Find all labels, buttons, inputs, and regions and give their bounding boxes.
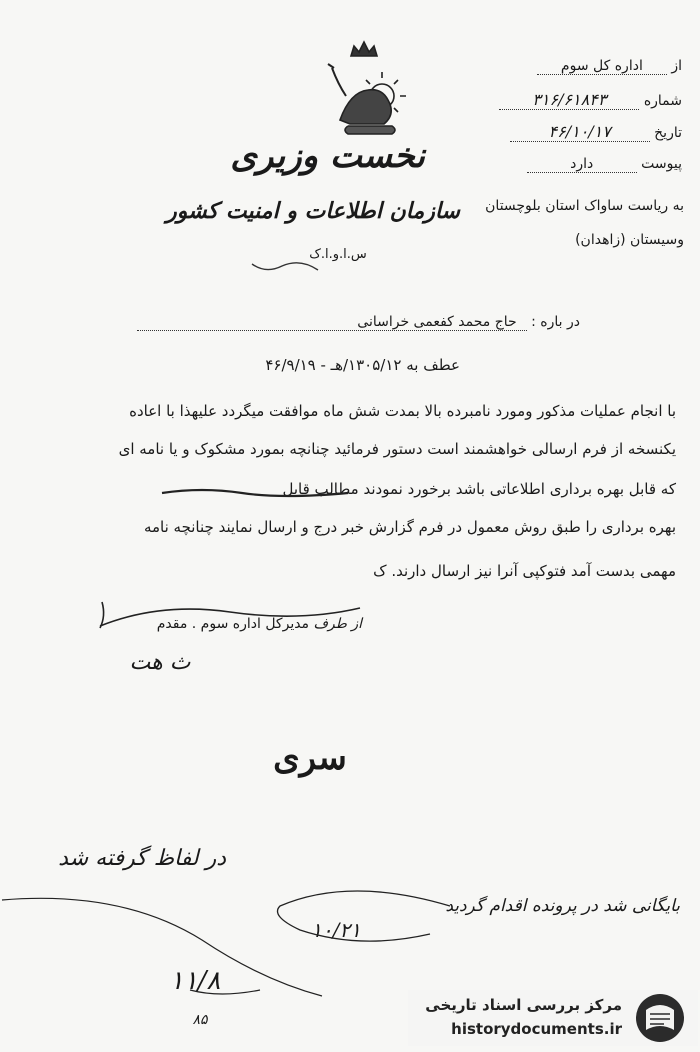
number-field bbox=[482, 90, 682, 110]
signature-prefix: از طرف bbox=[313, 616, 362, 632]
watermark-url: historydocuments.ir bbox=[451, 1020, 622, 1038]
number-label: شماره bbox=[643, 93, 682, 109]
subject-label: در باره : bbox=[531, 314, 580, 330]
handwritten-note-2: بایگانی شد در پرونده اقدام گردید bbox=[445, 896, 680, 916]
from-value: اداره کل سوم bbox=[537, 58, 667, 75]
number-value: ۳۱۶/۶۱۸۴۳ bbox=[499, 90, 639, 110]
org-code: س.ا.و.ا.ک bbox=[309, 247, 367, 262]
subject-field bbox=[120, 314, 580, 331]
body-line-2: یکنسخه از فرم ارسالی خواهشمند است دستور فرمائید چنانچه بمورد مشکوک و یا نامه ای bbox=[118, 440, 676, 458]
archive-logo-icon bbox=[632, 992, 688, 1044]
from-field bbox=[482, 58, 682, 75]
signature-initials: ث هت bbox=[129, 650, 191, 675]
body-line-4: بهره برداری را طبق روش معمول در فرم گزارش خبر درج و ارسال نمایند چنانچه نامه bbox=[143, 518, 676, 536]
date-label: تاریخ bbox=[654, 125, 682, 141]
handwritten-note-1: در لفاظ گرفته شد bbox=[58, 846, 226, 871]
reference-line: عطف به ۱۳۰۵/۱۲/هـ - ۴۶/۹/۱۹ bbox=[265, 356, 460, 374]
body-line-5: مهمی بدست آمد فتوکپی آنرا نیز ارسال دارند. ک bbox=[373, 562, 676, 580]
handwritten-note-2-date: ۱۰/۲۱ bbox=[311, 918, 361, 942]
handwritten-note-3-date: ۱۱/۸ bbox=[169, 966, 221, 996]
from-label: از bbox=[671, 58, 682, 74]
watermark-title: مرکز بررسی اسناد تاریخی bbox=[425, 996, 622, 1014]
signature-underline-icon bbox=[96, 596, 366, 636]
page-number: ۸۵ bbox=[192, 1012, 208, 1028]
attachment-field bbox=[482, 156, 682, 173]
date-field bbox=[482, 122, 682, 142]
strikethrough-mark-icon bbox=[160, 484, 350, 502]
subject-value: حاج محمد کفعمی خراسانی bbox=[137, 314, 527, 331]
organization-title: سازمان اطلاعات و امنیت کشور bbox=[166, 198, 460, 224]
date-value: ۴۶/۱۰/۱۷ bbox=[510, 122, 650, 142]
lion-and-sun-emblem-icon bbox=[318, 38, 412, 138]
attachment-value: دارد bbox=[527, 156, 637, 173]
classification-stamp: سری bbox=[273, 738, 347, 778]
ministry-title: نخست وزیری bbox=[230, 136, 425, 176]
watermark-block bbox=[408, 990, 698, 1046]
recipient-line-2: وسیستان (زاهدان) bbox=[575, 232, 684, 248]
attachment-label: پیوست bbox=[641, 156, 682, 172]
body-line-1: با انجام عملیات مذکور ومورد نامبرده بالا بمدت شش ماه موافقت میگردد علیهذا با اعاده bbox=[129, 402, 676, 420]
body-line-3: که قابل بهره برداری اطلاعاتی باشد برخورد نمودند مطالب قابل bbox=[282, 480, 676, 498]
recipient-line-1: به ریاست ساواک استان بلوچستان bbox=[485, 198, 684, 214]
signature-name: مدیرکل اداره سوم . مقدم bbox=[156, 616, 310, 632]
signature-scribble-icon bbox=[250, 256, 320, 272]
